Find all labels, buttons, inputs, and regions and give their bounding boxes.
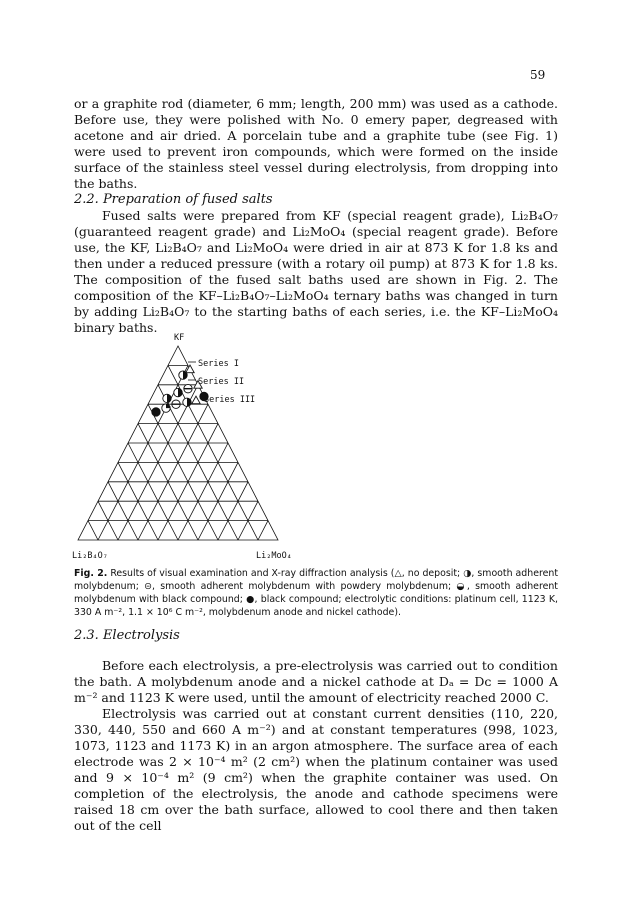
figure-caption: [74, 567, 558, 619]
grid-line: [258, 521, 268, 540]
caption-lead: Fig. 2.: [74, 568, 108, 579]
series-2-label: Series II: [198, 377, 245, 387]
grid-line: [148, 404, 218, 540]
grid-line: [218, 482, 248, 540]
grid-line: [108, 482, 138, 540]
apex-top-label: KF: [174, 333, 185, 343]
grid-line: [128, 443, 178, 540]
section-2-3-para1: Before each electrolysis, a pre-electrolysis was carried out to condition the bath. A molybdenum anode and a nickel cathode at Dₐ = Dᴄ = 1000 A m⁻² and 1123 K were used, until the amount of electricity reached 2000 C.: [74, 658, 558, 705]
section-2-3-heading: 2.3. Electrolysis: [74, 628, 180, 643]
series-1-label: Series I: [198, 359, 239, 369]
triangle-marker: [186, 365, 194, 373]
section-2-3: [74, 628, 558, 834]
data-point-filled: [152, 408, 160, 416]
ternary-diagram: [70, 326, 370, 564]
data-point-bar: [172, 400, 180, 408]
section-2-3-para2: Electrolysis was carried out at constant current densities (110, 220, 330, 440, 550 and 660 A m⁻²) and at constant temperatures (998, 1023, 1073, 1123 and 1173 K) in an argon atmosphere. The surface area of each electrode was 2 × 10⁻⁴ m² (2 cm²) when the platinum container was used and 9 × 10⁻⁴ m² (9 cm²) when the graphite container was used. On completion of the electrolysis, the anode and cathode specimens were raised 18 cm over the bath surface, allowed to cool there and then taken out of the cell: [74, 706, 558, 833]
grid-line: [178, 443, 228, 540]
grid-line: [138, 404, 208, 540]
data-point-bar: [184, 384, 192, 392]
triangle-marker: [192, 396, 200, 404]
data-point-half: [183, 398, 191, 406]
caption-text: Results of visual examination and X-ray diffraction analysis (△, no deposit; ◑, smooth adherent molybdenum; ⊝, smooth adherent molybdenum with powdery molybdenum; ◒, smooth adherent molybdenum with black compound; ●, black compound; electrolytic conditions: platinum cell, 1123 K, 330 A m⁻², 1.1 × 10⁶ C m⁻², molybdenum anode and nickel cathode).: [74, 568, 558, 618]
data-point-half: [163, 394, 171, 402]
apex-right-label: Li₂MoO₄: [256, 551, 292, 561]
ternary-grid: [78, 346, 278, 540]
page-number: 59: [530, 68, 546, 82]
intro-paragraph: or a graphite rod (diameter, 6 mm; length, 200 mm) was used as a cathode. Before use, they were polished with No. 0 emery paper, degreased with acetone and air dried. A porcelain tube and a graphite tube (see Fig. 1) were used to prevent iron compounds, which were formed on the inside surface of the stainless steel vessel during electrolysis, from dropping into the baths.: [74, 96, 558, 191]
data-point-triangle: [192, 396, 200, 404]
section-2-2-body: Fused salts were prepared from KF (special reagent grade), Li₂B₄O₇ (guaranteed reagent grade) and Li₂MoO₄ (special reagent grade). Before use, the KF, Li₂B₄O₇ and Li₂MoO₄ were dried in air at 873 K for 1.8 ks and then under a reduced pressure (with a rotary oil pump) at 873 K for 1.8 ks. The composition of the fused salt baths used are shown in Fig. 2. The composition of the KF–Li₂B₄O₇–Li₂MoO₄ ternary baths was changed in turn by adding Li₂B₄O₇ to the starting baths of each series, i.e. the KF–Li₂MoO₄ binary baths.: [74, 208, 558, 335]
grid-line: [88, 521, 98, 540]
data-point-quarter: [162, 404, 170, 412]
data-point-triangle: [186, 365, 194, 373]
data-points: [152, 365, 208, 416]
section-2-2: [74, 192, 558, 336]
data-point-half: [174, 388, 182, 396]
intro-paragraph-block: [74, 96, 558, 192]
apex-left-label: Li₂B₄O₇: [72, 551, 108, 561]
circle-marker: [152, 408, 160, 416]
data-point-half: [179, 371, 187, 379]
section-2-2-heading: 2.2. Preparation of fused salts: [74, 192, 273, 207]
series-3-label: Series III: [204, 395, 256, 405]
